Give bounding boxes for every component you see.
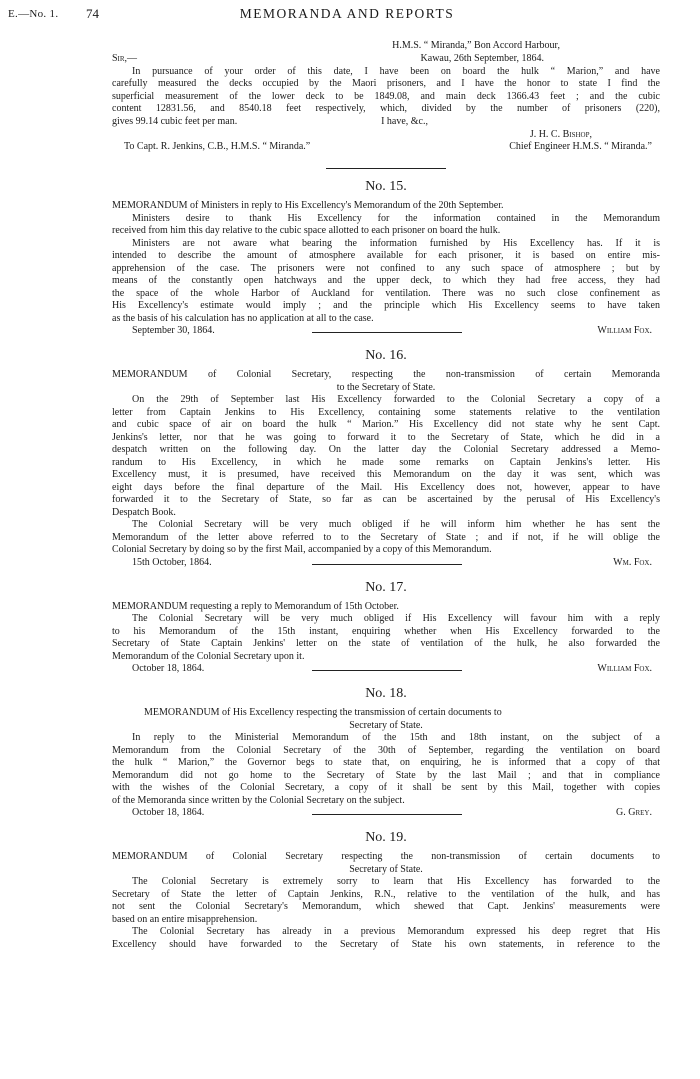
memorandum-body-line: with the wishes of the Colonial Secretary, a copy of it shall be sent by this Mail, together with copies [112, 782, 660, 793]
memorandum-body-line: Jenkins's letter, nor that he was going to forward it to the Secretary of State, which he did in a [112, 431, 660, 443]
memorandum-body-line: The Colonial Secretary is extremely sorry to learn that His Excellency has forwarded to the [132, 876, 660, 887]
letter-recipient: To Capt. R. Jenkins, C.B., H.M.S. “ Miranda.” [124, 141, 311, 152]
memorandum-body-line: forwarded it to the Secretary of State, so far as can be ascertained by the perusal of His Excellency's [112, 494, 660, 505]
memorandum-body-line: His Excellency's estimate would imply ; and the principle which His Excellency seems to have taken [112, 300, 660, 311]
section-divider [312, 332, 462, 333]
memorandum-date: September 30, 1864. [132, 325, 215, 336]
memorandum-body-line: Secretary of State the letter of Captain Jenkins, R.N., relative to the ventilation of the hulk, and has [112, 888, 660, 900]
memorandum-date: October 18, 1864. [132, 807, 205, 818]
letter-address: H.M.S. “ Miranda,” Bon Accord Harbour, [392, 40, 560, 51]
memorandum-no18 [112, 685, 660, 820]
memorandum-body-line: randum to His Excellency, in which he made some remarks on Captain Jenkins's letter. His [112, 456, 660, 468]
letter-date: Kawau, 26th September, 1864. [420, 52, 544, 64]
memorandum-signature-row [112, 807, 660, 820]
memorandum-body-line: means of the constantly open hatchways and the upper deck, to which they had free access, they had [112, 275, 660, 286]
letter-sender-title: Chief Engineer H.M.S. “ Miranda.” [509, 141, 652, 152]
memorandum-no17 [112, 579, 660, 677]
memorandum-body-line: Ministers are not aware what bearing the information furnished by His Excellency has. If it is [132, 237, 660, 249]
section-divider [312, 670, 462, 671]
memorandum-number: No. 15. [365, 179, 407, 194]
memorandum-date: October 18, 1864. [132, 663, 205, 674]
memorandum-body-line: eight days before the final departure of the Mail. His Excellency does not, however, appear to have [112, 481, 660, 493]
memorandum-title-line: MEMORANDUM of Colonial Secretary respecting the non-transmission of certain documents to [112, 851, 660, 862]
memorandum-body-line: as the basis of his calculation has no application at all to the case. [112, 312, 374, 324]
memorandum-signature: William Fox. [597, 325, 652, 336]
letter-closing: I have, &c., [381, 115, 428, 127]
letter-salutation: Sir,— [112, 52, 138, 64]
letter-body-line: superficial measurement of the lower deck to be 1849.08, and main deck 1366.43 feet ; and the cubic [112, 90, 660, 102]
memorandum-body-line: letter from Captain Jenkins to His Excellency, containing some statements relative to the ventilation [112, 406, 660, 418]
letter-salutation-row [112, 53, 660, 66]
memorandum-body-line: Excellency must, it is presumed, have received this Memorandum on the day it was sent, which was [112, 469, 660, 480]
memoranda-sections [112, 178, 660, 951]
memorandum-body-line: and cubic space of air on board the hulk “ Marion.” His Excellency did not state why he sent Capt. [112, 419, 660, 430]
memorandum-body-line: not sent the Colonial Secretary's Memorandum, which shewed that Capt. Jenkins' measurements were [112, 901, 660, 912]
memorandum-signature-row [112, 557, 660, 570]
memorandum-number: No. 17. [365, 579, 407, 595]
letter-body-line: carefully measured the decks occupied by the Maori prisoners, and I have the honor to state I find the [112, 78, 660, 89]
memorandum-body-line: Ministers desire to thank His Excellency for the information contained in the Memorandum [132, 212, 660, 224]
running-title: MEMORANDA AND REPORTS [239, 6, 455, 21]
memorandum-body-line: the hulk “ Marion,” the Governor begs to state that, on enquiring, he is informed that a copy of that [112, 757, 660, 768]
page-content [112, 40, 660, 951]
memorandum-signature-row [112, 325, 660, 338]
memorandum-body-line: received from him this day relative to the cubic space allotted to each prisoner on board the hulk. [112, 225, 501, 236]
memorandum-body-line: Despatch Book. [112, 506, 176, 518]
memorandum-body-line: Excellency should have forwarded to the Secretary of State his own statements, in reference to the [112, 938, 660, 950]
memorandum-signature: G. Grey. [616, 807, 652, 818]
memorandum-no15 [112, 178, 660, 338]
letter-body [112, 66, 660, 116]
memorandum-body-line: In reply to the Ministerial Memorandum of the 15th and 18th instant, on the subject of a [132, 732, 660, 743]
memorandum-title-line: Secretary of State. [349, 863, 423, 875]
page-number: 74 [86, 6, 99, 21]
letter-body-line: In pursuance of your order of this date, I have been on board the hulk “ Marion,” and have [132, 65, 660, 77]
memorandum-body-line: despatch written on the following day. On the latter day the Colonial Secretary addressed a Memo- [112, 444, 660, 455]
memorandum-body-line: apprehension of the case. The prisoners were not confined to any such space of atmosphere ; but by [112, 262, 660, 274]
memorandum-title-line: Secretary of State. [349, 719, 423, 731]
memorandum-signature: William Fox. [597, 663, 652, 674]
memorandum-signature: Wm. Fox. [613, 556, 652, 568]
memorandum-body-line: Memorandum did not go home to the Secretary of State by the last Mail ; and that in compliance [112, 769, 660, 781]
letter-last-line: gives 99.14 cubic feet per man. [112, 115, 238, 127]
memorandum-body-line: The Colonial Secretary has already in a previous Memorandum expressed his deep regret that His [132, 926, 660, 937]
memorandum-title-line: MEMORANDUM of His Excellency respecting the transmission of certain documents to [144, 707, 502, 718]
memorandum-signature-row [112, 663, 660, 676]
letter-signature: J. H. C. Bishop, [529, 128, 592, 140]
memorandum-body-line: Memorandum of the letter above referred to to the Secretary of State ; and if not, if he will oblige the [112, 531, 660, 543]
letter-closing-row [112, 116, 660, 129]
memorandum-body-line: of the Memoranda since written by the Colonial Secretary on the subject. [112, 794, 405, 806]
memorandum-body-line: On the 29th of September last His Excellency forwarded to the Colonial Secretary a copy of a [132, 394, 660, 405]
memorandum-body-line: to his Memorandum of the 15th instant, enquiring whether when His Excellency forwarded to the [112, 625, 660, 637]
section-divider [312, 814, 462, 815]
memorandum-number: No. 19. [365, 830, 407, 845]
letter-footer-row [112, 141, 660, 154]
section-divider [326, 168, 446, 169]
memorandum-no16 [112, 347, 660, 570]
memorandum-body-line: based on an entire misapprehension. [112, 913, 258, 925]
memorandum-no19 [112, 829, 660, 951]
memorandum-body-line: The Colonial Secretary will be very much obliged if His Excellency will favour him with a reply [132, 613, 660, 624]
memorandum-body-line: Secretary of State Captain Jenkins' letter on the state of ventilation of the hulk, he also forwarded the [112, 638, 660, 649]
page-header [8, 4, 686, 26]
memorandum-number: No. 16. [365, 348, 407, 363]
memorandum-body-line: Colonial Secretary by doing so by the first Mail, accompanied by a copy of this Memorandum. [112, 544, 492, 555]
section-divider [312, 564, 462, 565]
memorandum-body-line: the space of the whole Harbor of Auckland for ventilation. There was no such close confinement as [112, 287, 660, 299]
letter-body-line: content 12831.56, and 8540.18 feet respectively, which, divided by the number of prisoners (220), [112, 103, 660, 114]
memorandum-date: 15th October, 1864. [132, 556, 212, 568]
parliamentary-paper-number: E.—No. 1. [8, 8, 59, 20]
memorandum-number: No. 18. [365, 686, 407, 701]
memorandum-body-line: The Colonial Secretary will be very much obliged if he will inform him whether he has sent the [132, 519, 660, 530]
memorandum-title-line: to the Secretary of State. [336, 381, 436, 393]
memorandum-body-line: Memorandum from the Colonial Secretary of the 30th of September, regarding the ventilation on board [112, 744, 660, 756]
memorandum-body-line: intended to describe the amount of atmosphere available for each prisoner, it is based on entire mis- [112, 250, 660, 261]
memorandum-body-line: Memorandum of the Colonial Secretary upon it. [112, 650, 305, 662]
memorandum-title-line: MEMORANDUM of Ministers in reply to His Excellency's Memorandum of the 20th September. [112, 200, 504, 211]
memorandum-title-line: MEMORANDUM requesting a reply to Memorandum of 15th October. [112, 600, 399, 612]
memorandum-title-line: MEMORANDUM of Colonial Secretary, respecting the non-transmission of certain Memoranda [112, 369, 660, 380]
